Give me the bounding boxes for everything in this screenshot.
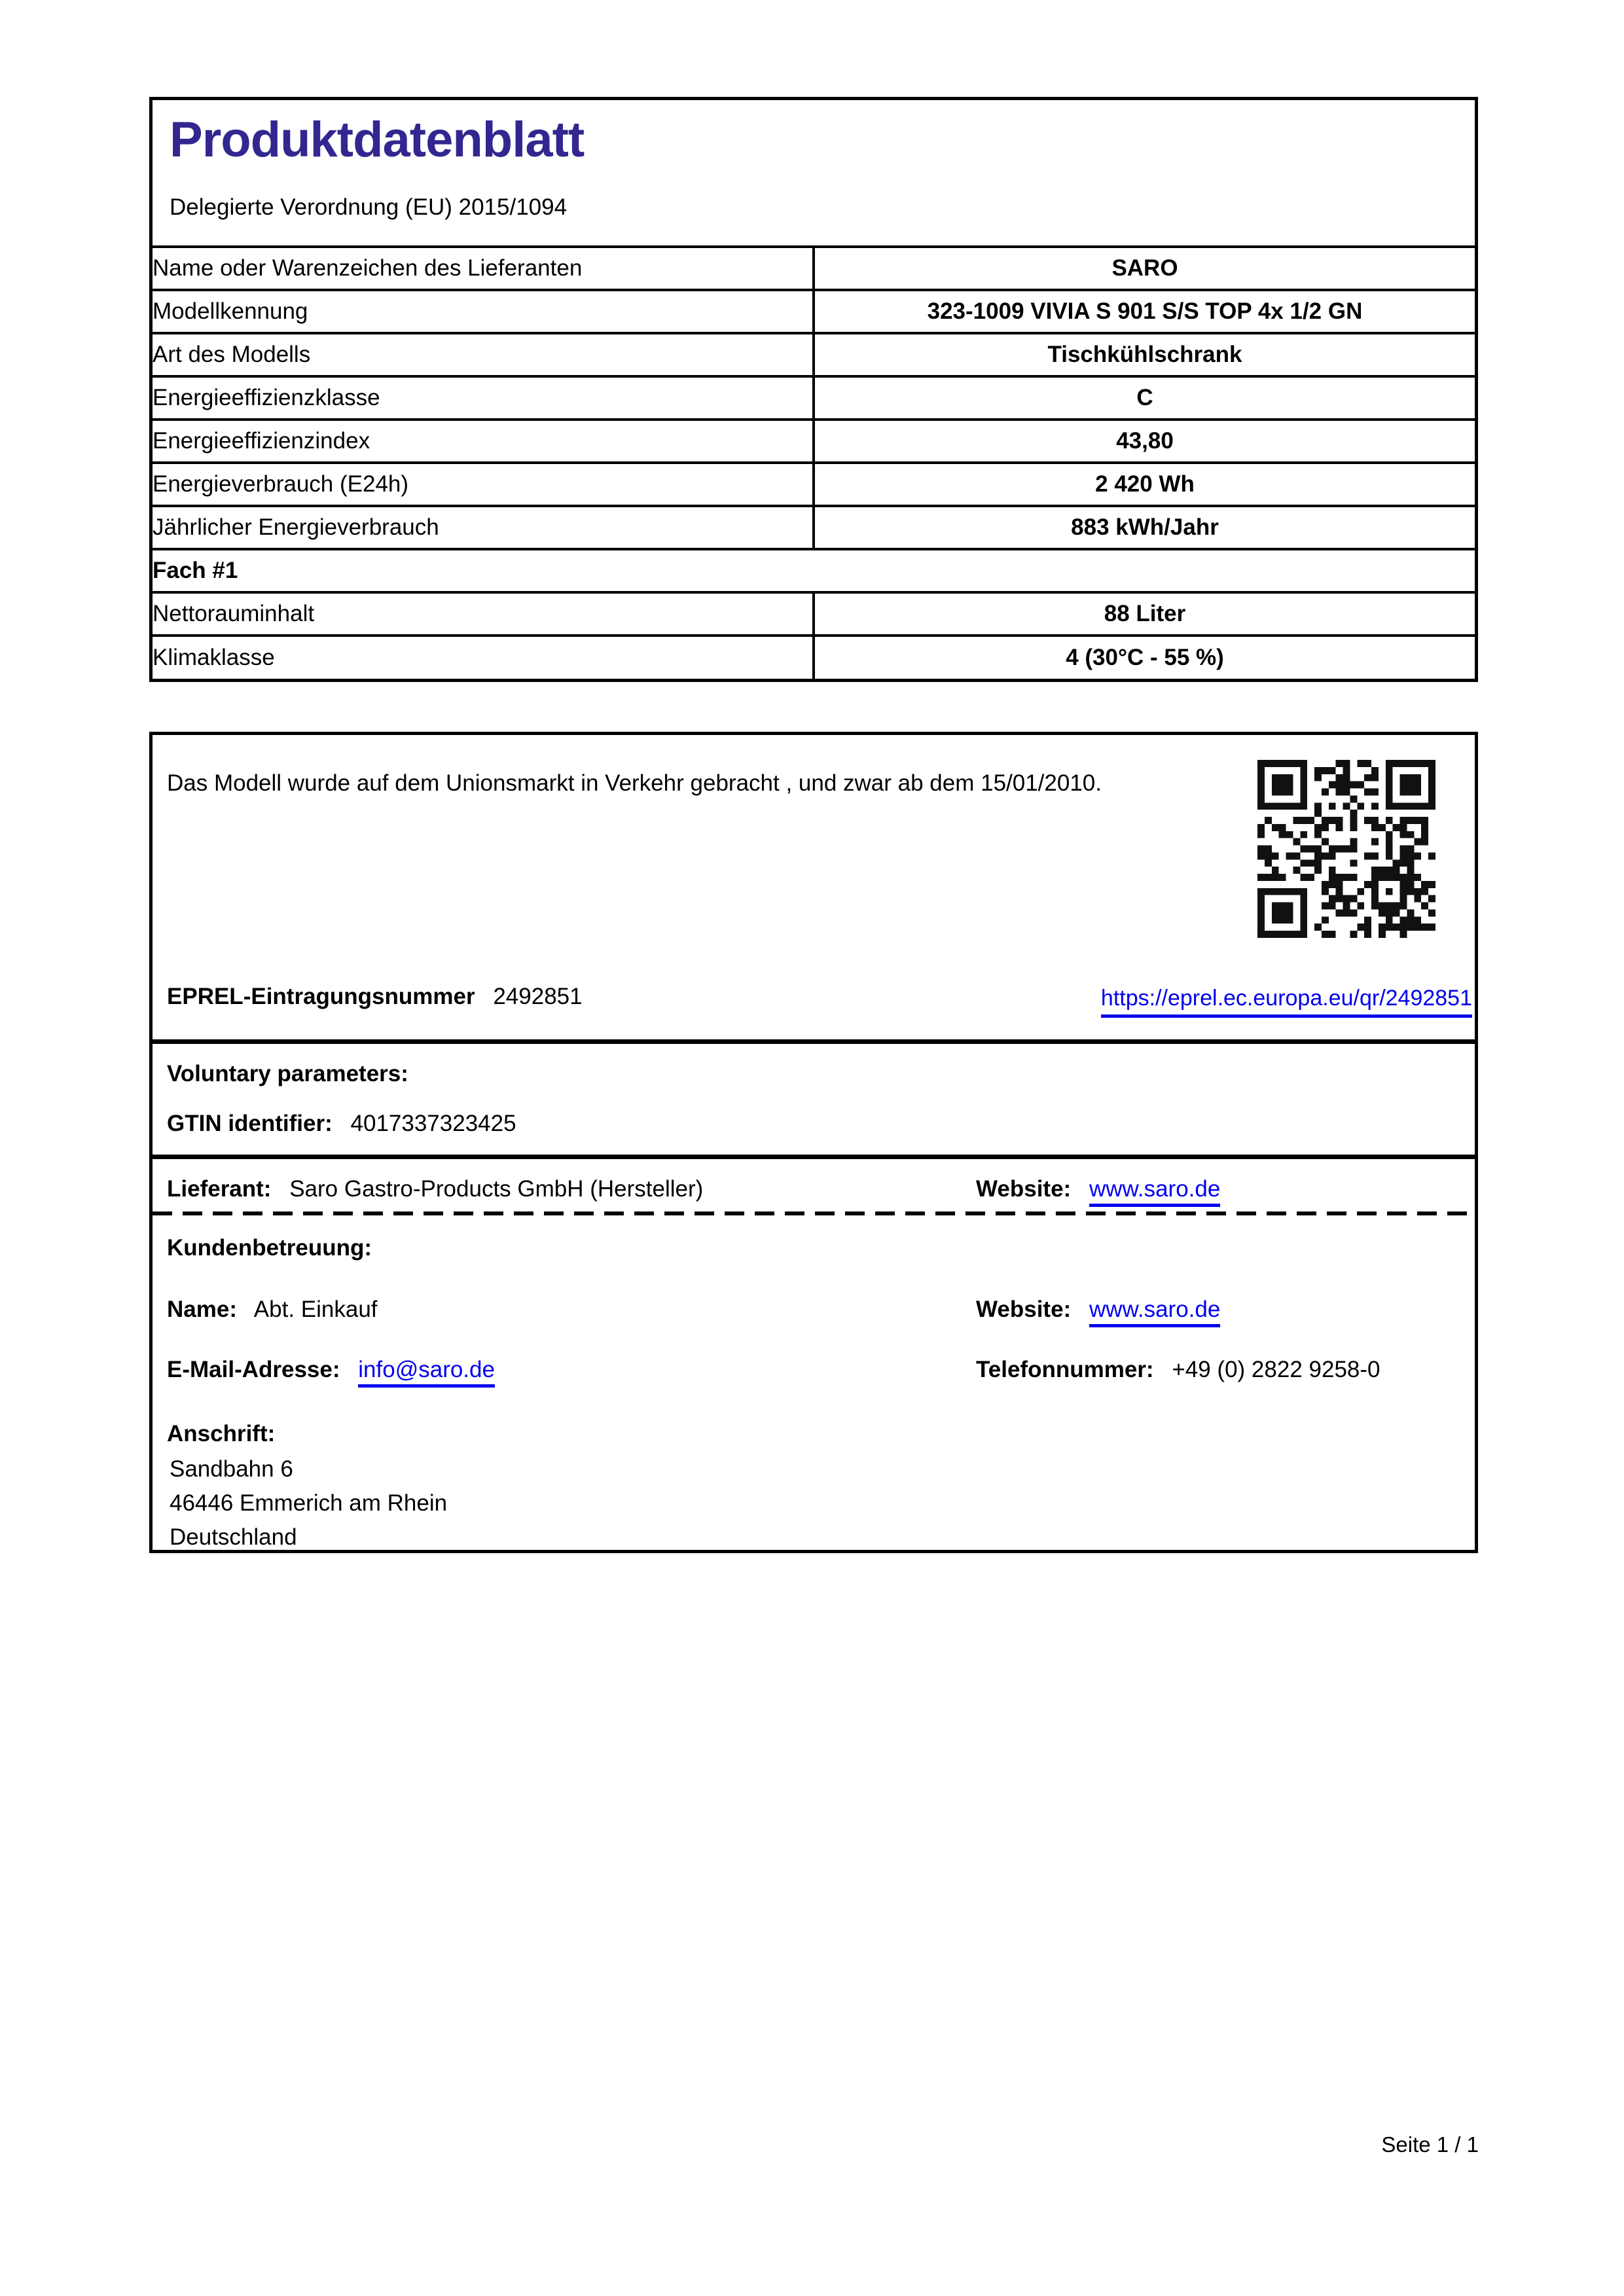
row-value: C — [814, 376, 1475, 420]
name-value: Abt. Einkauf — [253, 1297, 378, 1322]
voluntary-parameters-heading: Voluntary parameters: — [167, 1061, 408, 1086]
support-name-line — [167, 1295, 378, 1324]
spec-sheet-box — [149, 97, 1478, 682]
row-value: 43,80 — [814, 420, 1475, 463]
table-row — [153, 333, 1475, 376]
table-row — [153, 247, 1475, 290]
support-email-link[interactable]: info@saro.de — [358, 1357, 495, 1388]
eprel-number: 2492851 — [493, 984, 583, 1009]
row-value: Tischkühlschrank — [814, 333, 1475, 376]
support-email-line — [167, 1355, 495, 1388]
row-label: Nettorauminhalt — [153, 592, 814, 636]
row-value: SARO — [814, 247, 1475, 290]
row-label: Art des Modells — [153, 333, 814, 376]
supplier-label: Lieferant: — [167, 1176, 272, 1202]
page-title: Produktdatenblatt — [170, 112, 585, 168]
table-row — [153, 636, 1475, 679]
row-label: Jährlicher Energieverbrauch — [153, 506, 814, 549]
support-website-line — [976, 1295, 1220, 1327]
table-row — [153, 506, 1475, 549]
address-line: 46446 Emmerich am Rhein — [170, 1490, 448, 1516]
table-row — [153, 290, 1475, 333]
page-number: Seite 1 / 1 — [1381, 2132, 1479, 2157]
row-label: Energieverbrauch (E24h) — [153, 463, 814, 506]
name-label: Name: — [167, 1297, 237, 1322]
row-label: Energieeffizienzklasse — [153, 376, 814, 420]
regulation-subtitle: Delegierte Verordnung (EU) 2015/1094 — [170, 194, 568, 220]
supplier-line — [167, 1175, 703, 1204]
row-value: 4 (30°C - 55 %) — [814, 636, 1475, 679]
eprel-number-line — [167, 982, 583, 1011]
sheet-header — [153, 100, 1475, 245]
gtin-label: GTIN identifier: — [167, 1111, 333, 1136]
website-label: Website: — [976, 1176, 1072, 1202]
spec-table — [153, 245, 1475, 679]
phone-label: Telefonnummer: — [976, 1357, 1154, 1382]
row-label: Name oder Warenzeichen des Lieferanten — [153, 247, 814, 290]
row-value: 883 kWh/Jahr — [814, 506, 1475, 549]
supplier-website-link[interactable]: www.saro.de — [1089, 1177, 1220, 1207]
eprel-label: EPREL-Eintragungsnummer — [167, 984, 475, 1009]
row-value: 2 420 Wh — [814, 463, 1475, 506]
row-label: Modellkennung — [153, 290, 814, 333]
divider-solid — [153, 1039, 1475, 1044]
support-phone-line — [976, 1355, 1380, 1384]
customer-support-heading: Kundenbetreuung: — [167, 1235, 372, 1261]
support-website-link[interactable]: www.saro.de — [1089, 1297, 1220, 1327]
table-row — [153, 463, 1475, 506]
address-block — [170, 1452, 447, 1554]
eprel-qr-link[interactable]: https://eprel.ec.europa.eu/qr/2492851 — [1101, 984, 1472, 1018]
row-value: 323-1009 VIVIA S 901 S/S TOP 4x 1/2 GN — [814, 290, 1475, 333]
email-label: E-Mail-Adresse: — [167, 1357, 340, 1382]
section-label: Fach #1 — [153, 549, 1475, 592]
address-line: Deutschland — [170, 1524, 297, 1550]
website-label: Website: — [976, 1297, 1072, 1322]
supplier-website-line — [976, 1175, 1220, 1207]
eprel-info-box — [149, 732, 1478, 1553]
gtin-line — [167, 1109, 516, 1138]
phone-value: +49 (0) 2822 9258-0 — [1172, 1357, 1380, 1382]
table-row — [153, 376, 1475, 420]
table-row — [153, 420, 1475, 463]
divider-dashed — [153, 1211, 1475, 1215]
address-heading: Anschrift: — [167, 1421, 276, 1446]
row-value: 88 Liter — [814, 592, 1475, 636]
row-label: Energieeffizienzindex — [153, 420, 814, 463]
supplier-value: Saro Gastro-Products GmbH (Hersteller) — [289, 1176, 704, 1202]
market-placement-text: Das Modell wurde auf dem Unionsmarkt in Verkehr gebracht , und zwar ab dem 15/01/2010. — [167, 770, 1102, 796]
divider-solid — [153, 1155, 1475, 1159]
table-row — [153, 592, 1475, 636]
qr-code-icon — [1257, 760, 1435, 938]
table-section-row — [153, 549, 1475, 592]
row-label: Klimaklasse — [153, 636, 814, 679]
address-line: Sandbahn 6 — [170, 1456, 293, 1482]
gtin-value: 4017337323425 — [350, 1111, 516, 1136]
